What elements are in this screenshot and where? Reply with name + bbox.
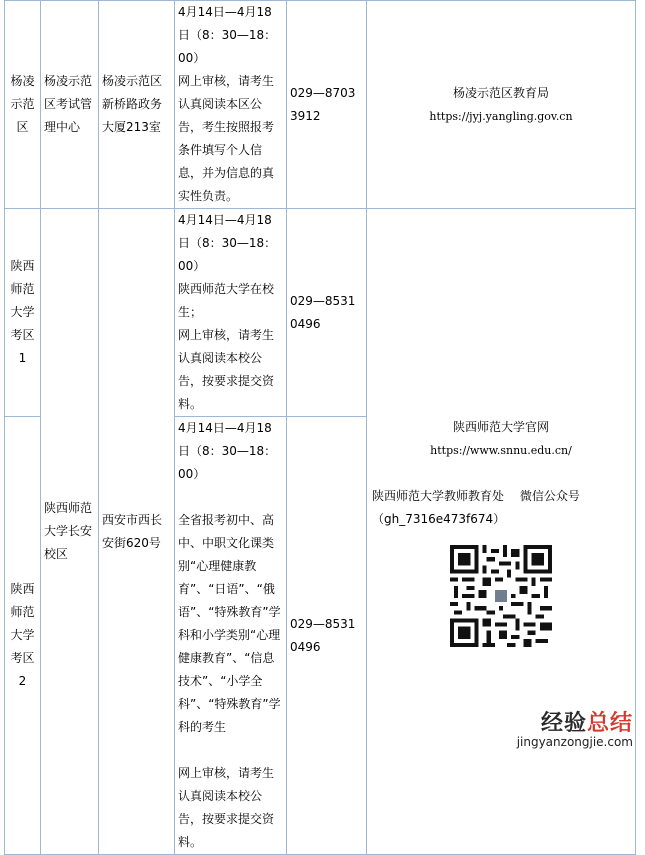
wechat-label: 陕西师范大学教师教育处 微信公众号 <box>372 489 580 503</box>
time-range: 4月14日—4月18日（8：30—18：00） <box>178 213 277 273</box>
time-cell-snnu-1 <box>175 209 287 417</box>
note-text: 网上审核，请考生认真阅读本校公告，按要求提交资料。 <box>178 766 275 849</box>
note-text: 全省报考初中、高中、中职文化课类别“心理健康教育”、“日语”、“俄语”、“特殊教育”学科和小学类别“心理健康教育”、“信息技术”、“小学全科”、“特殊教育”学科的考生 <box>178 513 281 734</box>
site-url-link[interactable]: https://jyj.yangling.gov.cn <box>429 109 573 123</box>
org-cell-yangling: 杨凌示范区考试管理中心 <box>41 1 99 209</box>
site-cell-yangling <box>367 1 636 209</box>
area-cell-snnu-1: 陕西师范大学考区1 <box>5 209 41 417</box>
watermark-logo: 经验总结 <box>540 710 633 736</box>
site-url-link[interactable]: https://www.snnu.edu.cn/ <box>430 444 572 457</box>
time-cell-snnu-2 <box>175 417 287 855</box>
area-cell-snnu-2: 陕西师范大学考区2 <box>5 417 41 855</box>
spacer <box>178 739 283 762</box>
time-cell-yangling <box>175 1 287 209</box>
address-cell-yangling: 杨凌示范区新桥路政务大厦213室 <box>99 1 175 209</box>
note-text: 陕西师范大学在校生； <box>178 282 275 319</box>
site-watermark <box>517 712 633 748</box>
table-row-yangling <box>5 1 636 209</box>
phone-cell-snnu-1: 029—85310496 <box>287 209 367 417</box>
org-cell-snnu: 陕西师范大学长安校区 <box>41 209 99 855</box>
spacer <box>178 486 283 509</box>
note-text: 网上审核，请考生认真阅读本校公告，按要求提交资料。 <box>178 328 275 411</box>
time-range: 4月14日—4月18日（8：30—18：00） <box>178 421 277 481</box>
phone-cell-yangling: 029—87033912 <box>287 1 367 209</box>
site-name: 杨凌示范区教育局 <box>452 85 549 100</box>
site-name: 陕西师范大学官网 <box>452 420 549 434</box>
phone-cell-snnu-2: 029—85310496 <box>287 417 367 855</box>
time-range: 4月14日—4月18日（8：30—18：00） <box>178 5 277 65</box>
area-cell-yangling: 杨凌示范区 <box>5 1 41 209</box>
qr-code-icon <box>450 545 552 647</box>
table-row-snnu-1 <box>5 209 636 417</box>
watermark-url: jingyanzongjie.com <box>516 735 633 749</box>
wechat-id: （gh_7316e473f674） <box>372 512 506 526</box>
site-cell-snnu <box>367 209 636 855</box>
note-text: 网上审核，请考生认真阅读本区公告，考生按照报考条件填写个人信息，并为信息的真实性负责。 <box>178 74 275 203</box>
address-cell-snnu: 西安市西长安街620号 <box>99 209 175 855</box>
